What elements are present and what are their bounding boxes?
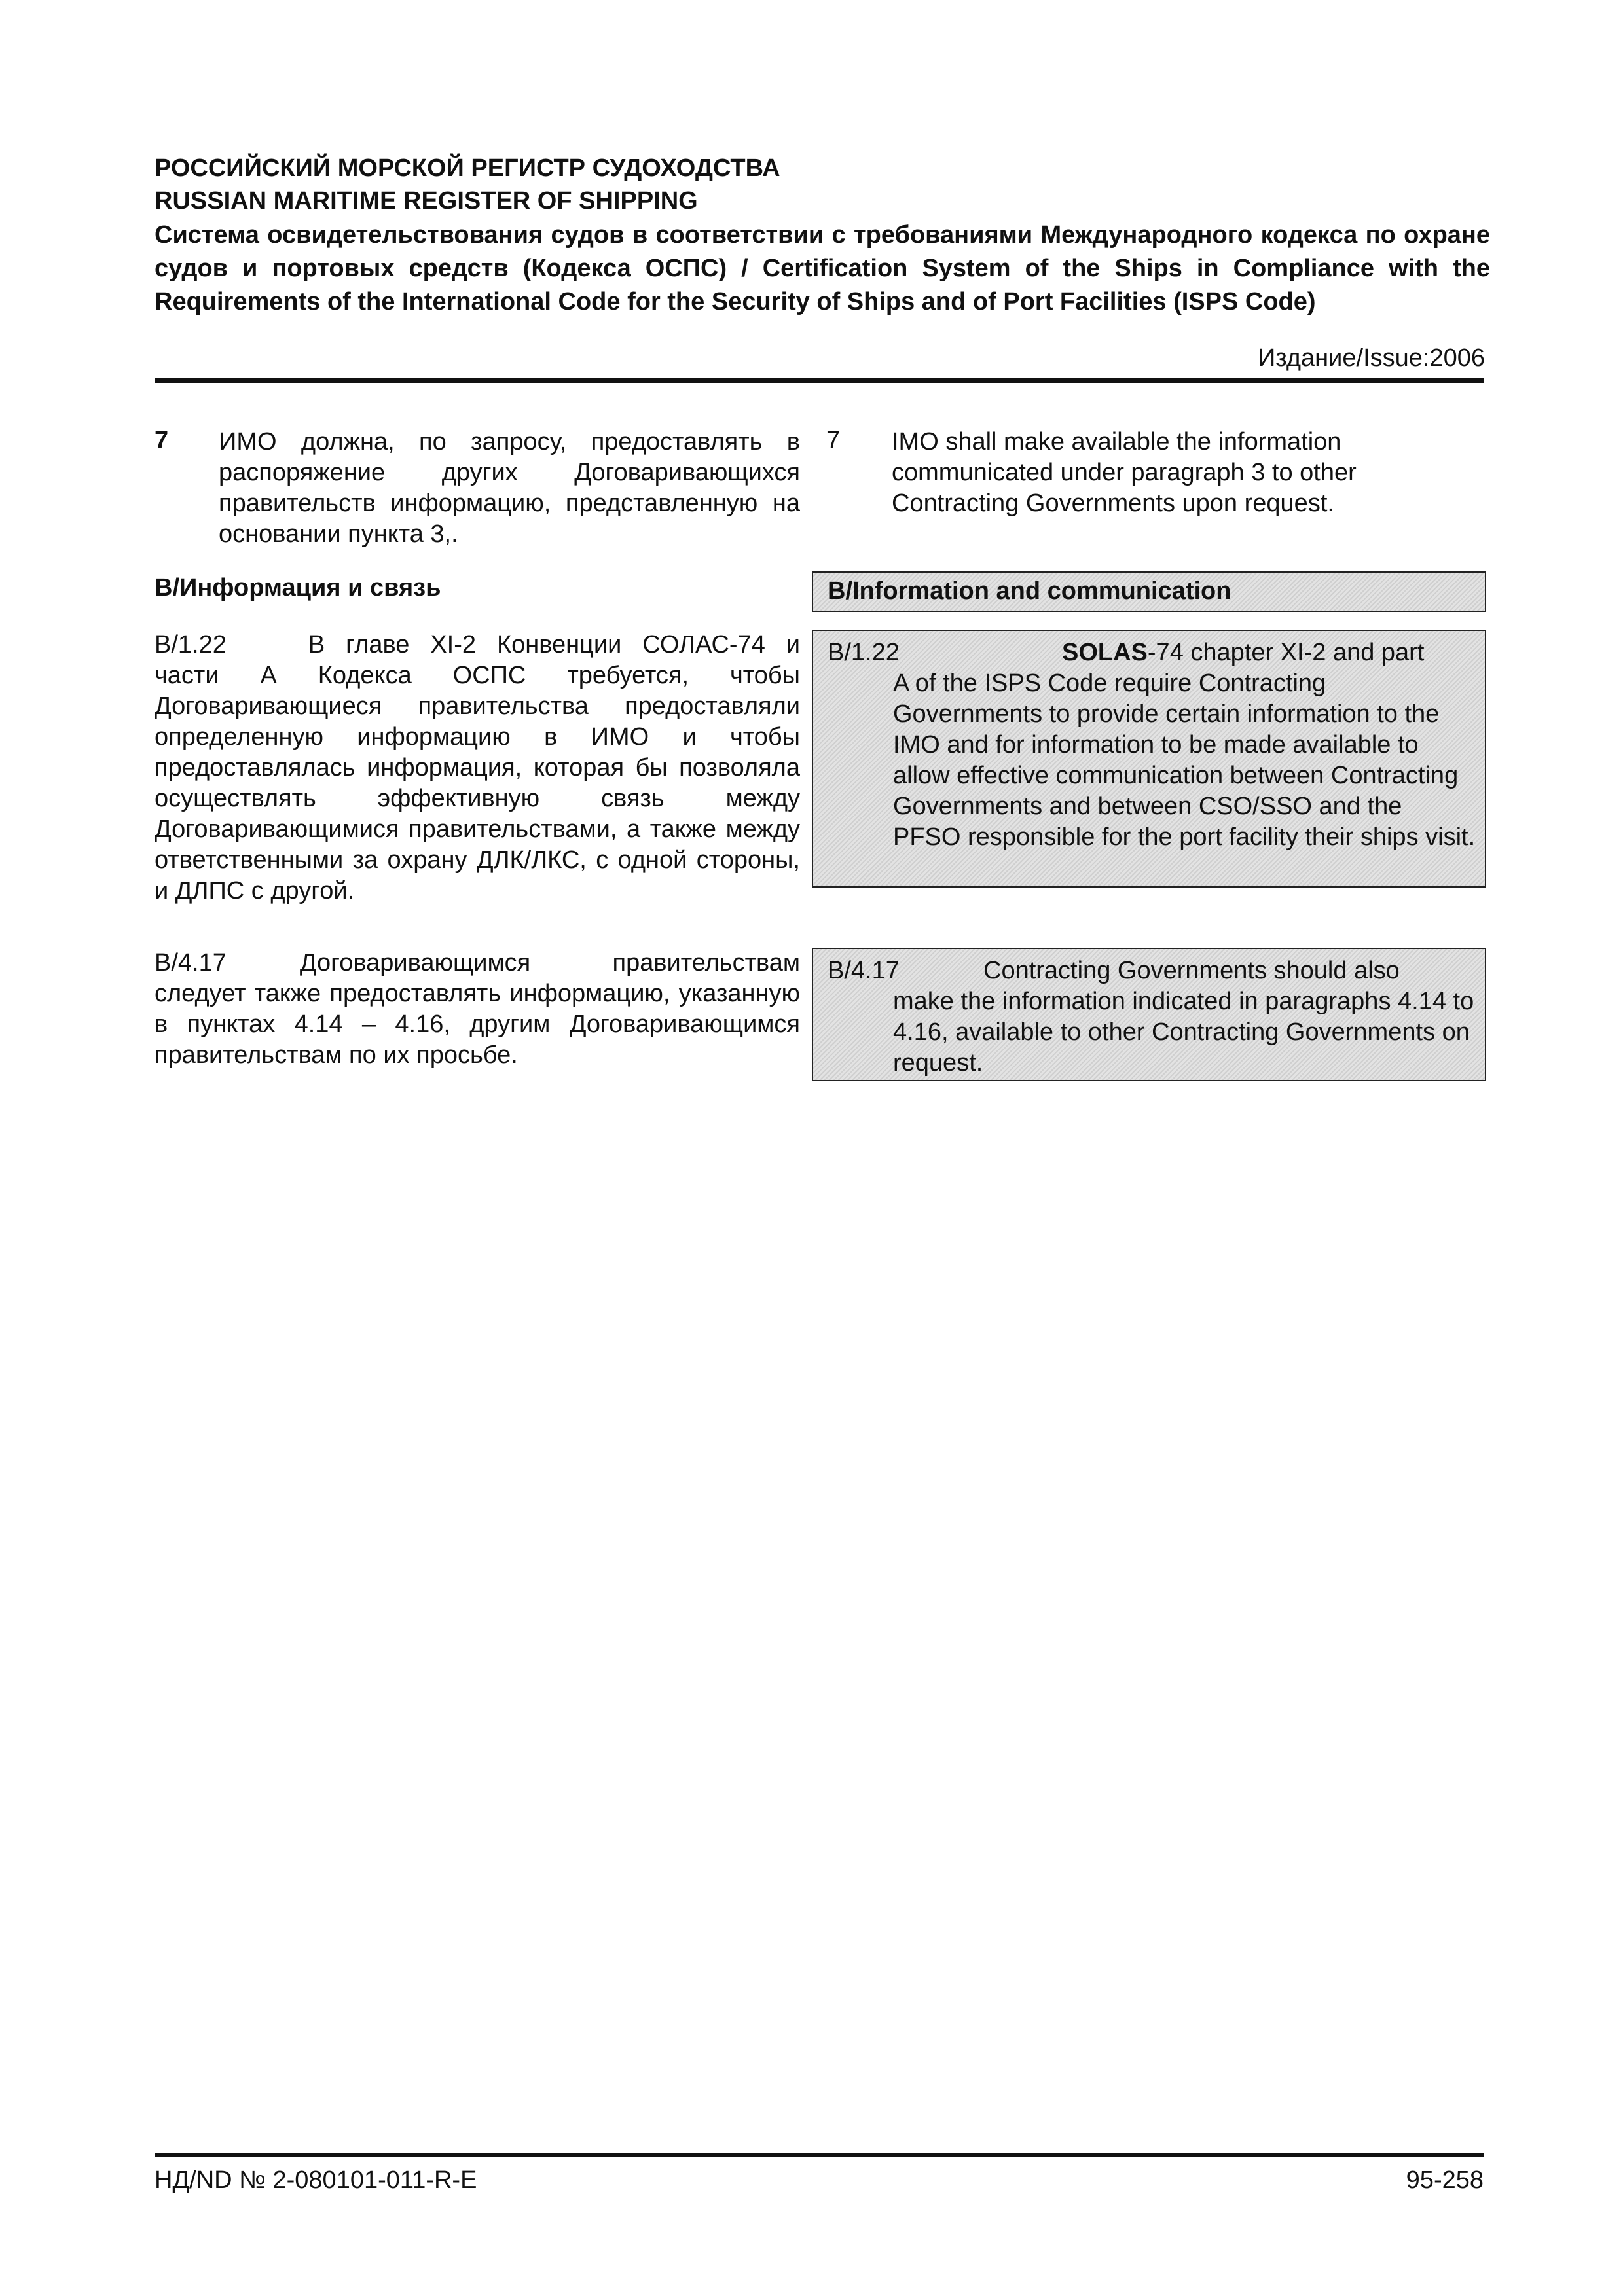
issue-label: Издание/Issue:2006 (1257, 344, 1485, 372)
paragraph-emphasis: SOLAS (1062, 639, 1148, 666)
paragraph-number: В/4.17 (155, 949, 227, 977)
paragraph-text: В главе XI-2 Конвенции СОЛАС-74 и части А Кодекса ОСПС требуется, чтобы Договаривающиеся правительства предоставляли определенную информацию в ИМО и чтобы предоставлялась информация, которая бы позволяла осуществлять эффективную связь между Договаривающимися правительствами, а также между ответственными за охрану ДЛК/ЛКС, с одной стороны, и ДЛПС с другой. (155, 631, 800, 905)
paragraph-first-line-text: -74 chapter XI-2 and part (1147, 639, 1425, 666)
paragraph-first-line: Contracting Governments should also (983, 957, 1400, 984)
section-7-text-en: IMO shall make available the information communicated under paragraph 3 to other Contracting Governments upon request. (892, 428, 1357, 517)
paragraph-b-1-22-ru (155, 630, 800, 906)
section-7-text-ru: ИМО должна, по запросу, предоставлять в распоряжение других Договаривающихся правительств информацию, представленную на основании пункта 3,. (219, 428, 800, 548)
section-b-heading-ru: В/Информация и связь (155, 574, 441, 601)
paragraph-first-line (1062, 637, 1424, 668)
footer-document-number: НД/ND № 2-080101-011-R-E (155, 2166, 477, 2194)
footer-page-number: 95-258 (1406, 2166, 1484, 2194)
paragraph-number: B/1.22 (828, 639, 900, 666)
paragraph-b-4-17-box (812, 948, 1486, 1081)
section-7-number-ru: 7 (155, 427, 169, 454)
paragraph-text: A of the ISPS Code require Contracting Governments to provide certain information to the IMO and for information to be made available to allow effective communication between Contracting Governments and between CSO/SSO and the PFSO responsible for the port facility their ships visit. (893, 670, 1476, 851)
paragraph-number: В/1.22 (155, 631, 227, 658)
paragraph-number: B/4.17 (828, 957, 900, 984)
paragraph-b-4-17-ru (155, 948, 800, 1071)
section-b-heading-en: B/Information and communication (828, 577, 1231, 605)
footer-divider (155, 2153, 1484, 2157)
paragraph-text: make the information indicated in paragraphs 4.14 to 4.16, available to other Contracting Governments on request. (893, 988, 1474, 1077)
header-org-ru: РОССИЙСКИЙ МОРСКОЙ РЕГИСТР СУДОХОДСТВА (155, 154, 780, 182)
header-org-en: RUSSIAN MARITIME REGISTER OF SHIPPING (155, 187, 698, 215)
header-divider (155, 378, 1484, 383)
paragraph-b-1-22-box (812, 630, 1486, 888)
section-7-number-en: 7 (826, 427, 841, 454)
paragraph-text: Договаривающимся правительствам следует также предоставлять информацию, указанную в пунктах 4.14 – 4.16, другим Договаривающимся правительствам по их просьбе. (155, 949, 800, 1069)
header-title: Система освидетельствования судов в соответствии с требованиями Международного кодекса по охране судов и портовых средств (Кодекса ОСПС) / Certification System of the Ships in Compliance with the Requirements of the International Code for the Security of Ships and of Port Facilities (ISPS Code) (155, 221, 1490, 315)
section-b-heading-box (812, 571, 1486, 612)
